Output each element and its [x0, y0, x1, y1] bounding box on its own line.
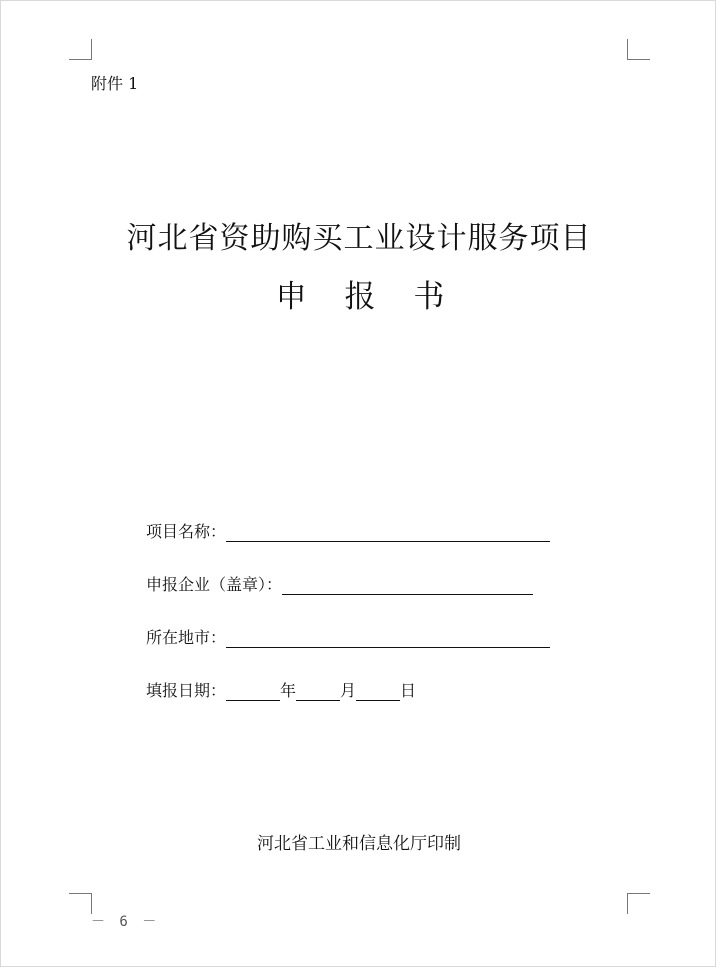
- day-label: 日: [400, 681, 417, 700]
- crop-mark-top-right: [627, 39, 650, 60]
- project-name-blank[interactable]: [226, 523, 550, 542]
- crop-mark-top-left: [69, 39, 92, 60]
- year-blank[interactable]: [226, 682, 280, 701]
- city-label: 所在地市：: [146, 628, 227, 647]
- month-label: 月: [340, 681, 357, 700]
- year-label: 年: [280, 681, 297, 700]
- company-field: [146, 572, 533, 595]
- crop-mark-bottom-right: [627, 893, 650, 914]
- crop-mark-bottom-left: [69, 893, 92, 914]
- company-blank[interactable]: [282, 576, 533, 595]
- company-label: 申报企业（盖章）：: [146, 575, 283, 594]
- document-title: 河北省资助购买工业设计服务项目: [126, 221, 592, 256]
- issuer-footer: 河北省工业和信息化厅印制: [257, 834, 461, 854]
- city-blank[interactable]: [226, 629, 550, 648]
- month-blank[interactable]: [296, 682, 340, 701]
- document-subtitle: 申 报 书: [275, 279, 459, 315]
- day-blank[interactable]: [356, 682, 400, 701]
- date-label: 填报日期：: [146, 681, 227, 700]
- attachment-label: 附件 1: [91, 74, 139, 93]
- project-name-field: [146, 519, 550, 542]
- page-number: － 6 －: [91, 914, 160, 930]
- date-field: [146, 678, 416, 701]
- city-field: [146, 625, 550, 648]
- project-name-label: 项目名称：: [146, 522, 227, 541]
